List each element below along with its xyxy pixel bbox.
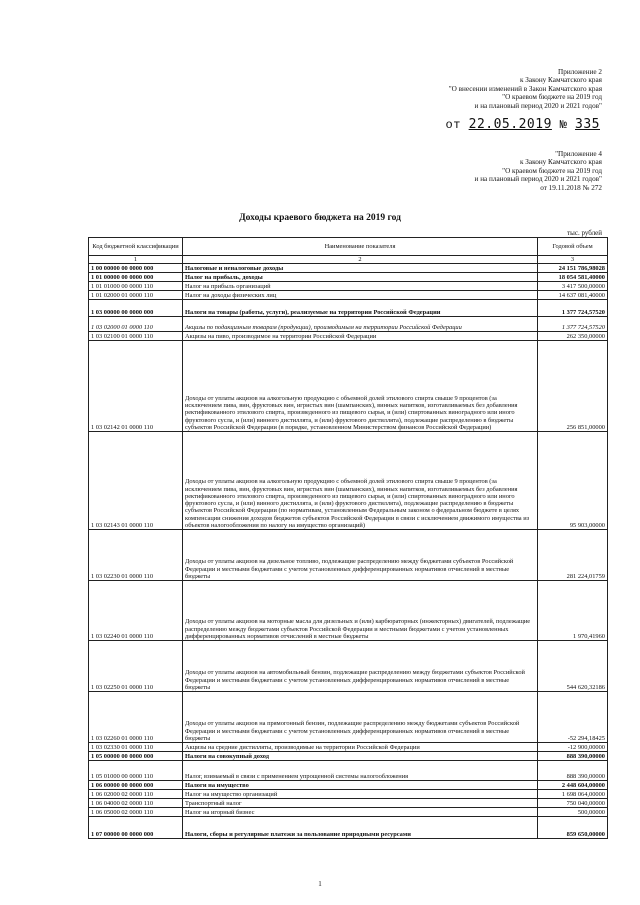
row-amount: 256 851,00000: [538, 341, 608, 432]
appendix-2-header: [449, 68, 602, 110]
appendix-4-line: от 19.11.2018 № 272: [540, 183, 602, 192]
appendix-4-header: [475, 150, 602, 192]
table-row: [89, 282, 608, 291]
row-code: 1 03 00000 00 0000 000: [89, 300, 183, 317]
stamp-date: 22.05.2019: [468, 117, 552, 132]
row-name: Налоги на имущество: [183, 781, 538, 790]
row-name: Доходы от уплаты акцизов на алкогольную продукцию с объемной долей этилового спирта свыше 9 процентов (за исключением пива, вин, фруктовых вин, игристых вин (шампанских), винных напитков, изготавливаемых без добавления ректификованного этилового спирта, произведенного из пищевого сырья, и (или) спиртованных виноградного или иного фруктового сусла, и (или) винного дистиллята, и (или) фруктового дистиллята), подлежащие распределению в бюджеты субъектов Российской Федерации (в порядке, установленном Министерством финансов Российской Федерации): [183, 341, 538, 432]
law-date-stamp: [446, 117, 600, 132]
row-amount: -12 900,00000: [538, 743, 608, 752]
row-name: Налоги на совокупный доход: [183, 752, 538, 761]
row-code: 1 05 01000 00 0000 110: [89, 761, 183, 781]
row-amount: 2 448 604,00000: [538, 781, 608, 790]
row-code: 1 01 00000 00 0000 000: [89, 273, 183, 282]
table-row: [89, 743, 608, 752]
row-amount: 262 350,00000: [538, 332, 608, 341]
table-row: [89, 530, 608, 581]
appendix-2-line: Приложение 2: [558, 68, 602, 76]
row-amount: 18 054 581,40000: [538, 273, 608, 282]
row-name: Налог на прибыль организаций: [183, 282, 538, 291]
appendix-2-line: к Закону Камчатского края: [520, 76, 602, 85]
row-amount: 500,00000: [538, 808, 608, 817]
column-header-name: Наименование показателя: [183, 238, 538, 256]
table-row: [89, 291, 608, 300]
row-amount: 544 620,32186: [538, 641, 608, 692]
row-name: Акцизы на средние дистилляты, производимые на территории Российской Федерации: [183, 743, 538, 752]
table-row: [89, 761, 608, 781]
document-title: Доходы краевого бюджета на 2019 год: [239, 213, 401, 223]
column-number: 3: [538, 256, 608, 264]
row-name: Доходы от уплаты акцизов на автомобильный бензин, подлежащие распределению между бюджетами субъектов Российской Федерации и местными бюджетами с учетом установленных дифференцированных нормативов отчислений в местные бюджеты: [183, 641, 538, 692]
row-code: 1 03 02260 01 0000 110: [89, 692, 183, 743]
row-code: 1 03 02143 01 0000 110: [89, 432, 183, 530]
appendix-4-line: и на плановый период 2020 и 2021 годов": [474, 175, 602, 184]
row-amount: 1 377 724,57520: [538, 317, 608, 332]
row-amount: 95 903,00000: [538, 432, 608, 530]
table-row: [89, 300, 608, 317]
table-row: [89, 781, 608, 790]
table-row: [89, 790, 608, 799]
row-name: Налоги на товары (работы, услуги), реализуемые на территории Российской Федерации: [183, 300, 538, 317]
table-row: [89, 432, 608, 530]
row-name: Акцизы по подакцизным товарам (продукции), производимым на территории Российской Федерации: [183, 317, 538, 332]
table-row: [89, 341, 608, 432]
row-code: 1 03 02000 01 0000 110: [89, 317, 183, 332]
row-amount: 3 417 500,00000: [538, 282, 608, 291]
page-number: 1: [318, 880, 322, 888]
row-name: Налог на игорный бизнес: [183, 808, 538, 817]
stamp-number: 335: [575, 117, 600, 132]
table-row: [89, 799, 608, 808]
row-code: 1 00 00000 00 0000 000: [89, 264, 183, 273]
row-code: 1 07 00000 00 0000 000: [89, 817, 183, 839]
column-header-code: Код бюджетной классификации: [89, 238, 183, 256]
row-name: Транспортный налог: [183, 799, 538, 808]
row-name: Доходы от уплаты акцизов на дизельное топливо, подлежащие распределению между бюджетами субъектов Российской Федерации и местными бюджетами с учетом установленных дифференцированных нормативов отчислений в местные бюджеты: [183, 530, 538, 581]
appendix-2-line: "О внесении изменений в Закон Камчатского края: [448, 84, 602, 93]
row-amount: 14 637 081,40000: [538, 291, 608, 300]
row-amount: 281 224,01759: [538, 530, 608, 581]
row-amount: 859 650,00000: [538, 817, 608, 839]
row-code: 1 03 02250 01 0000 110: [89, 641, 183, 692]
row-code: 1 06 05000 02 0000 110: [89, 808, 183, 817]
row-name: Доходы от уплаты акцизов на алкогольную продукцию с объемной долей этилового спирта свыше 9 процентов (за исключением пива, вин, фруктовых вин, игристых вин (шампанских), винных напитков, изготавливаемых без добавления ректификованного этилового спирта, произведенного из пищевого сырья, и (или) спиртованных виноградного или иного фруктового сусла, и (или) винного дистиллята, и (или) фруктового дистиллята), подлежащие распределению в бюджеты субъектов Российской Федерации (по нормативам, установленным Федеральным законом о федеральном бюджете в целях компенсации снижения доходов бюджетов субъектов Российской Федерации в связи с исключением движимого имущества из объектов налогообложения по налогу на имущество организаций): [183, 432, 538, 530]
table-row: [89, 641, 608, 692]
appendix-4-line: к Закону Камчатского края: [520, 158, 602, 167]
table-row: [89, 752, 608, 761]
appendix-2-line: "О краевом бюджете на 2019 год: [502, 93, 602, 102]
row-amount: 24 151 786,98028: [538, 264, 608, 273]
stamp-number-sign: №: [559, 118, 568, 132]
row-name: Налог на прибыль, доходы: [183, 273, 538, 282]
appendix-4-line: "О краевом бюджете на 2019 год: [502, 166, 602, 175]
stamp-prefix: от: [445, 118, 461, 132]
row-code: 1 06 02000 02 0000 110: [89, 790, 183, 799]
row-name: Доходы от уплаты акцизов на моторные масла для дизельных и (или) карбюраторных (инжекторных) двигателей, подлежащие распределению между бюджетами субъектов Российской Федерации и местными бюджетами с учетом установленных дифференцированных нормативов отчислений в местные бюджеты: [183, 581, 538, 641]
row-amount: 750 040,00000: [538, 799, 608, 808]
table-row: [89, 332, 608, 341]
row-code: 1 01 01000 00 0000 110: [89, 282, 183, 291]
row-code: 1 03 02240 01 0000 110: [89, 581, 183, 641]
table-row: [89, 817, 608, 839]
table-row: [89, 692, 608, 743]
table-row: [89, 581, 608, 641]
column-number: 2: [183, 256, 538, 264]
table-row: [89, 808, 608, 817]
table-row: [89, 264, 608, 273]
unit-label: тыс. рублей: [567, 229, 602, 237]
row-amount: -52 294,18425: [538, 692, 608, 743]
row-name: Налог, взимаемый в связи с применением упрощенной системы налогообложения: [183, 761, 538, 781]
column-header-amount: Годовой объем: [538, 238, 608, 256]
row-code: 1 03 02142 01 0000 110: [89, 341, 183, 432]
appendix-4-line: "Приложение 4: [555, 150, 602, 158]
revenue-table: [88, 237, 608, 839]
row-code: 1 06 04000 02 0000 110: [89, 799, 183, 808]
row-name: Налоговые и неналоговые доходы: [183, 264, 538, 273]
row-name: Налог на имущество организаций: [183, 790, 538, 799]
row-name: Налог на доходы физических лиц: [183, 291, 538, 300]
row-name: Доходы от уплаты акцизов на прямогонный бензин, подлежащие распределению между бюджетами субъектов Российской Федерации и местными бюджетами с учетом установленных дифференцированных нормативов отчислений в местные бюджеты: [183, 692, 538, 743]
row-amount: 888 390,00000: [538, 761, 608, 781]
row-code: 1 03 02330 01 0000 110: [89, 743, 183, 752]
row-amount: 1 698 064,00000: [538, 790, 608, 799]
table-row: [89, 273, 608, 282]
column-number: 1: [89, 256, 183, 264]
row-code: 1 03 02230 01 0000 110: [89, 530, 183, 581]
row-amount: 888 390,00000: [538, 752, 608, 761]
row-code: 1 03 02100 01 0000 110: [89, 332, 183, 341]
row-code: 1 06 00000 00 0000 000: [89, 781, 183, 790]
appendix-2-line: и на плановый период 2020 и 2021 годов": [474, 101, 602, 110]
row-code: 1 01 02000 01 0000 110: [89, 291, 183, 300]
row-amount: 1 377 724,57520: [538, 300, 608, 317]
row-name: Налоги, сборы и регулярные платежи за пользование природными ресурсами: [183, 817, 538, 839]
row-code: 1 05 00000 00 0000 000: [89, 752, 183, 761]
table-row: [89, 317, 608, 332]
row-amount: 1 970,41960: [538, 581, 608, 641]
row-name: Акцизы на пиво, производимое на территории Российской Федерации: [183, 332, 538, 341]
